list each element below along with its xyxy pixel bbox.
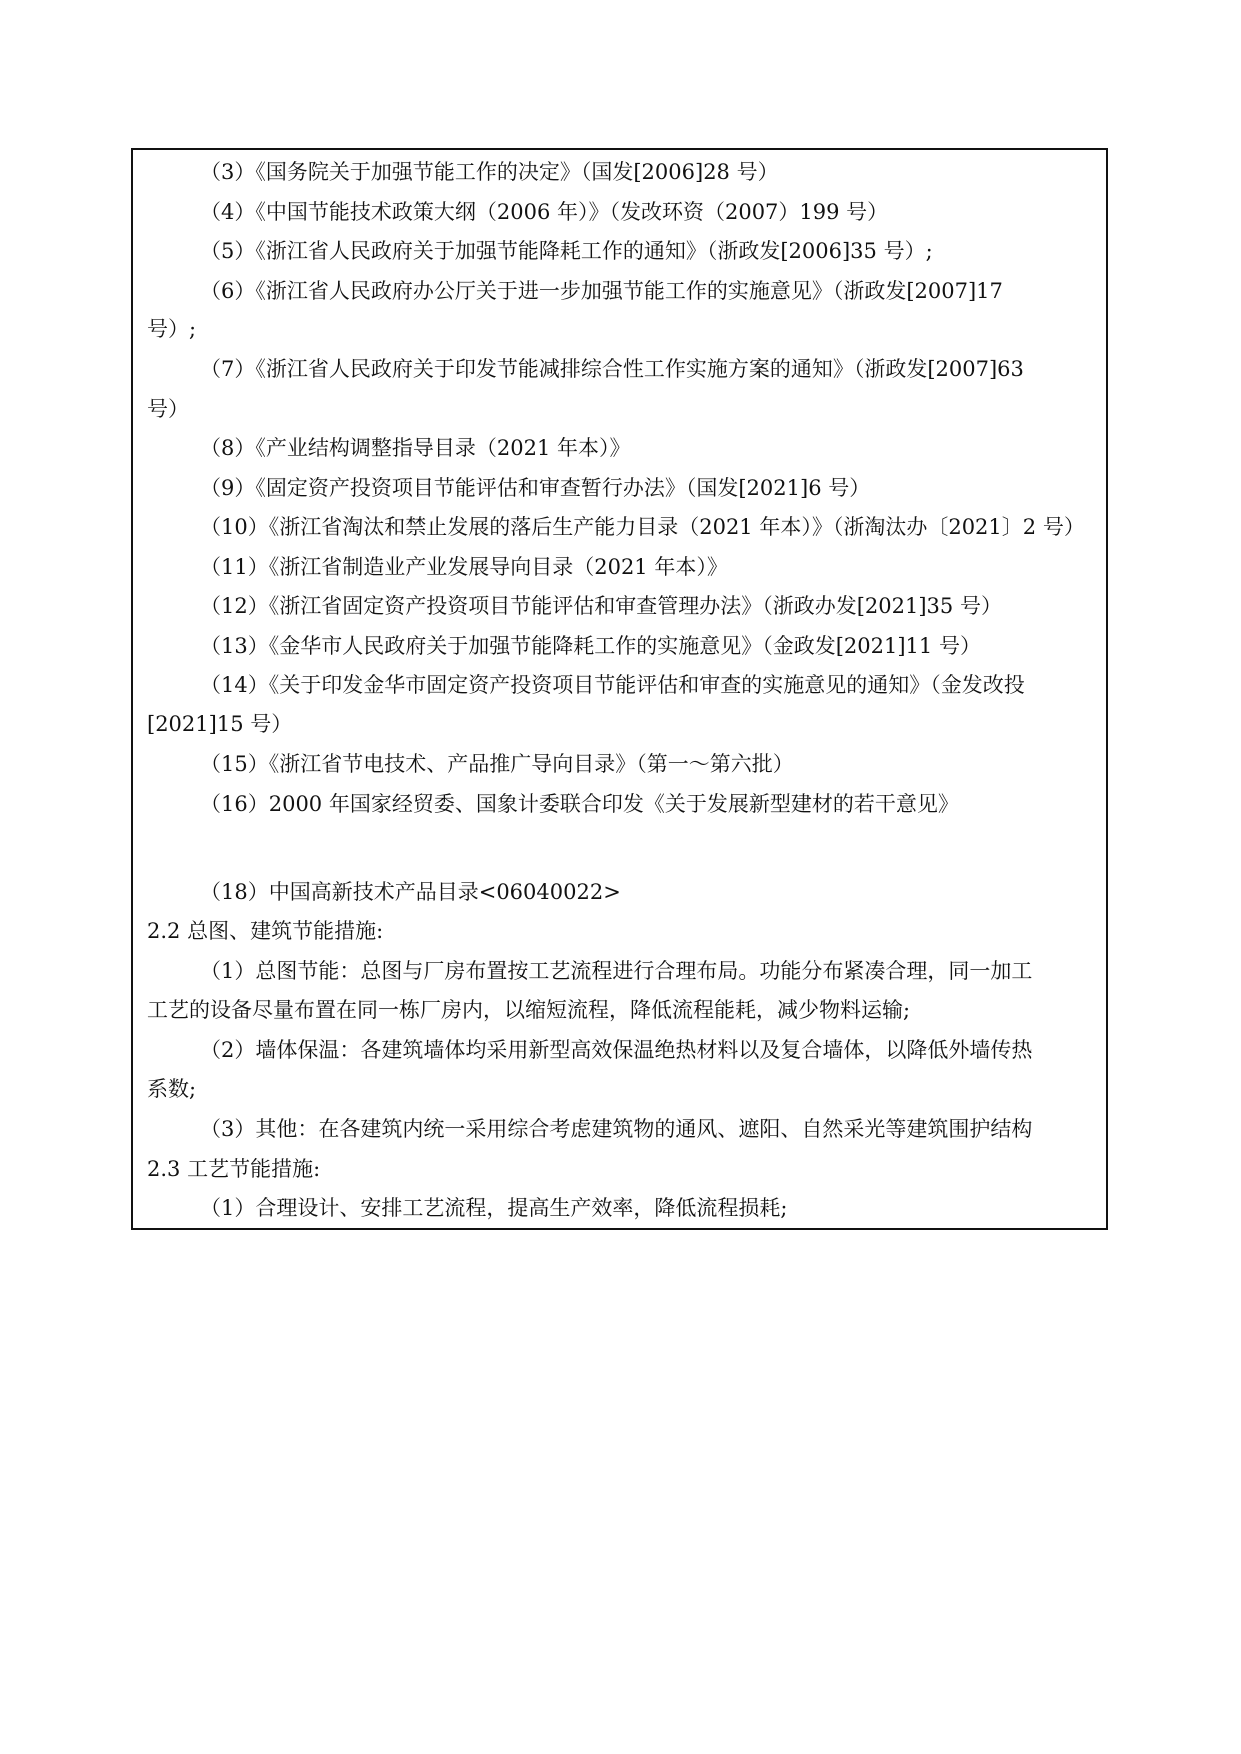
text-line: （4）《中国节能技术政策大纲（2006 年）》（发改环资（2007）199 号） bbox=[200, 199, 889, 224]
section-heading: 2.3 工艺节能措施: bbox=[147, 1156, 321, 1181]
section-heading: 2.2 总图、建筑节能措施: bbox=[147, 919, 384, 944]
text-line: （1）总图节能：总图与厂房布置按工艺流程进行合理布局。功能分布紧凑合理，同一加工 bbox=[200, 959, 1033, 984]
text-line: （12）《浙江省固定资产投资项目节能评估和审查管理办法》（浙政办发[2021]35 号） bbox=[200, 594, 1002, 619]
text-line: （3）《国务院关于加强节能工作的决定》（国发[2006]28 号） bbox=[200, 159, 779, 184]
text-line: 工艺的设备尽量布置在同一栋厂房内，以缩短流程，降低流程能耗，减少物料运输; bbox=[147, 998, 911, 1023]
text-line: （3）其他：在各建筑内统一采用综合考虑建筑物的通风、遮阳、自然采光等建筑围护结构 bbox=[200, 1117, 1033, 1142]
text-line: （6）《浙江省人民政府办公厅关于进一步加强节能工作的实施意见》（浙政发[2007]17 bbox=[200, 278, 1003, 303]
text-line: [2021]15 号） bbox=[147, 711, 293, 736]
text-line: （1）合理设计、安排工艺流程，提高生产效率，降低流程损耗; bbox=[200, 1196, 788, 1221]
text-line: （7）《浙江省人民政府关于印发节能减排综合性工作实施方案的通知》（浙政发[2007]63 bbox=[200, 357, 1024, 382]
text-line bbox=[200, 823, 1106, 863]
text-line: （18）中国高新技术产品目录<06040022> bbox=[200, 880, 621, 905]
text-line: （2）墙体保温：各建筑墙体均采用新型高效保温绝热材料以及复合墙体，以降低外墙传热 bbox=[200, 1038, 1033, 1063]
text-line: （9）《固定资产投资项目节能评估和审查暂行办法》（国发[2021]6 号） bbox=[200, 476, 871, 501]
text-line: （10）《浙江省淘汰和禁止发展的落后生产能力目录（2021 年本）》（浙淘汰办〔2021〕2 号） bbox=[200, 515, 1085, 540]
text-line: （14）《关于印发金华市固定资产投资项目节能评估和审查的实施意见的通知》（金发改投 bbox=[200, 673, 1025, 698]
document-frame bbox=[131, 148, 1108, 1230]
text-line: 号）; bbox=[147, 317, 197, 342]
text-line: （5）《浙江省人民政府关于加强节能降耗工作的通知》（浙政发[2006]35 号）; bbox=[200, 238, 933, 263]
text-line: （13）《金华市人民政府关于加强节能降耗工作的实施意见》（金政发[2021]11 号） bbox=[200, 634, 981, 659]
text-line: 号） bbox=[147, 397, 189, 422]
text-line: （15）《浙江省节电技术、产品推广导向目录》（第一～第六批） bbox=[200, 751, 794, 776]
text-line: 系数; bbox=[147, 1077, 197, 1102]
text-line: （11）《浙江省制造业产业发展导向目录（2021 年本）》 bbox=[200, 555, 728, 580]
text-line: （16）2000 年国家经贸委、国象计委联合印发《关于发展新型建材的若干意见》 bbox=[200, 791, 959, 816]
text-line: （8）《产业结构调整指导目录（2021 年本）》 bbox=[200, 436, 631, 461]
